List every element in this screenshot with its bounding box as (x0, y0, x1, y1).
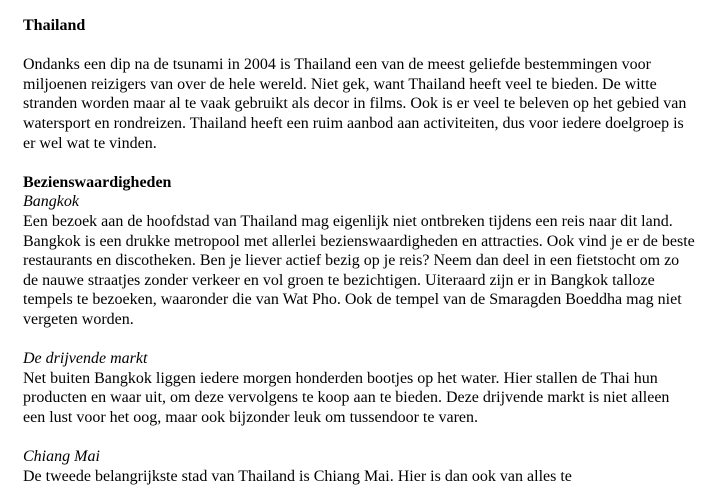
paragraph-chiang-mai: De tweede belangrijkste stad van Thailand is Chiang Mai. Hier is dan ook van alles te (23, 467, 572, 485)
intro-paragraph: Ondanks een dip na de tsunami in 2004 is Thailand een van de meest geliefde bestemmingen voor miljoenen reizigers van over de hele wereld. Niet gek, want Thailand heeft veel te bieden. De witte stranden worden maar al te vaak gebruikt als decor in films. Ook is er veel te beleven op het gebied van watersport en rondreizen. Thailand heeft een ruim aanbod aan activiteiten, dus voor iedere doelgroep is er wel wat te vinden. (23, 56, 687, 152)
document-page (23, 16, 695, 486)
subheading-bangkok: Bangkok (23, 193, 79, 211)
paragraph-drijvende-markt: Net buiten Bangkok liggen iedere morgen honderden bootjes op het water. Hier stallen de Thai hun producten en waar uit, om deze vervolgens te koop aan te bieden. Deze drijvende markt is niet alleen een lust voor het oog, maar ook bijzonder leuk om tussendoor te varen. (23, 369, 670, 426)
section-heading: Bezienswaardigheden (23, 173, 172, 191)
subheading-drijvende-markt: De drijvende markt (23, 350, 148, 368)
subheading-chiang-mai: Chiang Mai (23, 448, 100, 466)
document-title: Thailand (23, 17, 86, 34)
paragraph-bangkok: Een bezoek aan de hoofdstad van Thailand mag eigenlijk niet ontbreken tijdens een reis naar dit land. Bangkok is een drukke metropool met allerlei bezienswaardigheden en attracties. Ook vind je er de beste restaurants en discotheken. Ben je liever actief bezig op je reis? Neem dan deel in een fietstocht om zo de nauwe straatjes zonder verkeer en vol groen te bezichtigen. Uiteraard zijn er in Bangkok talloze tempels te bezoeken, waaronder die van Wat Pho. Ook de tempel van de Smaragden Boeddha mag niet vergeten worden. (23, 212, 695, 328)
